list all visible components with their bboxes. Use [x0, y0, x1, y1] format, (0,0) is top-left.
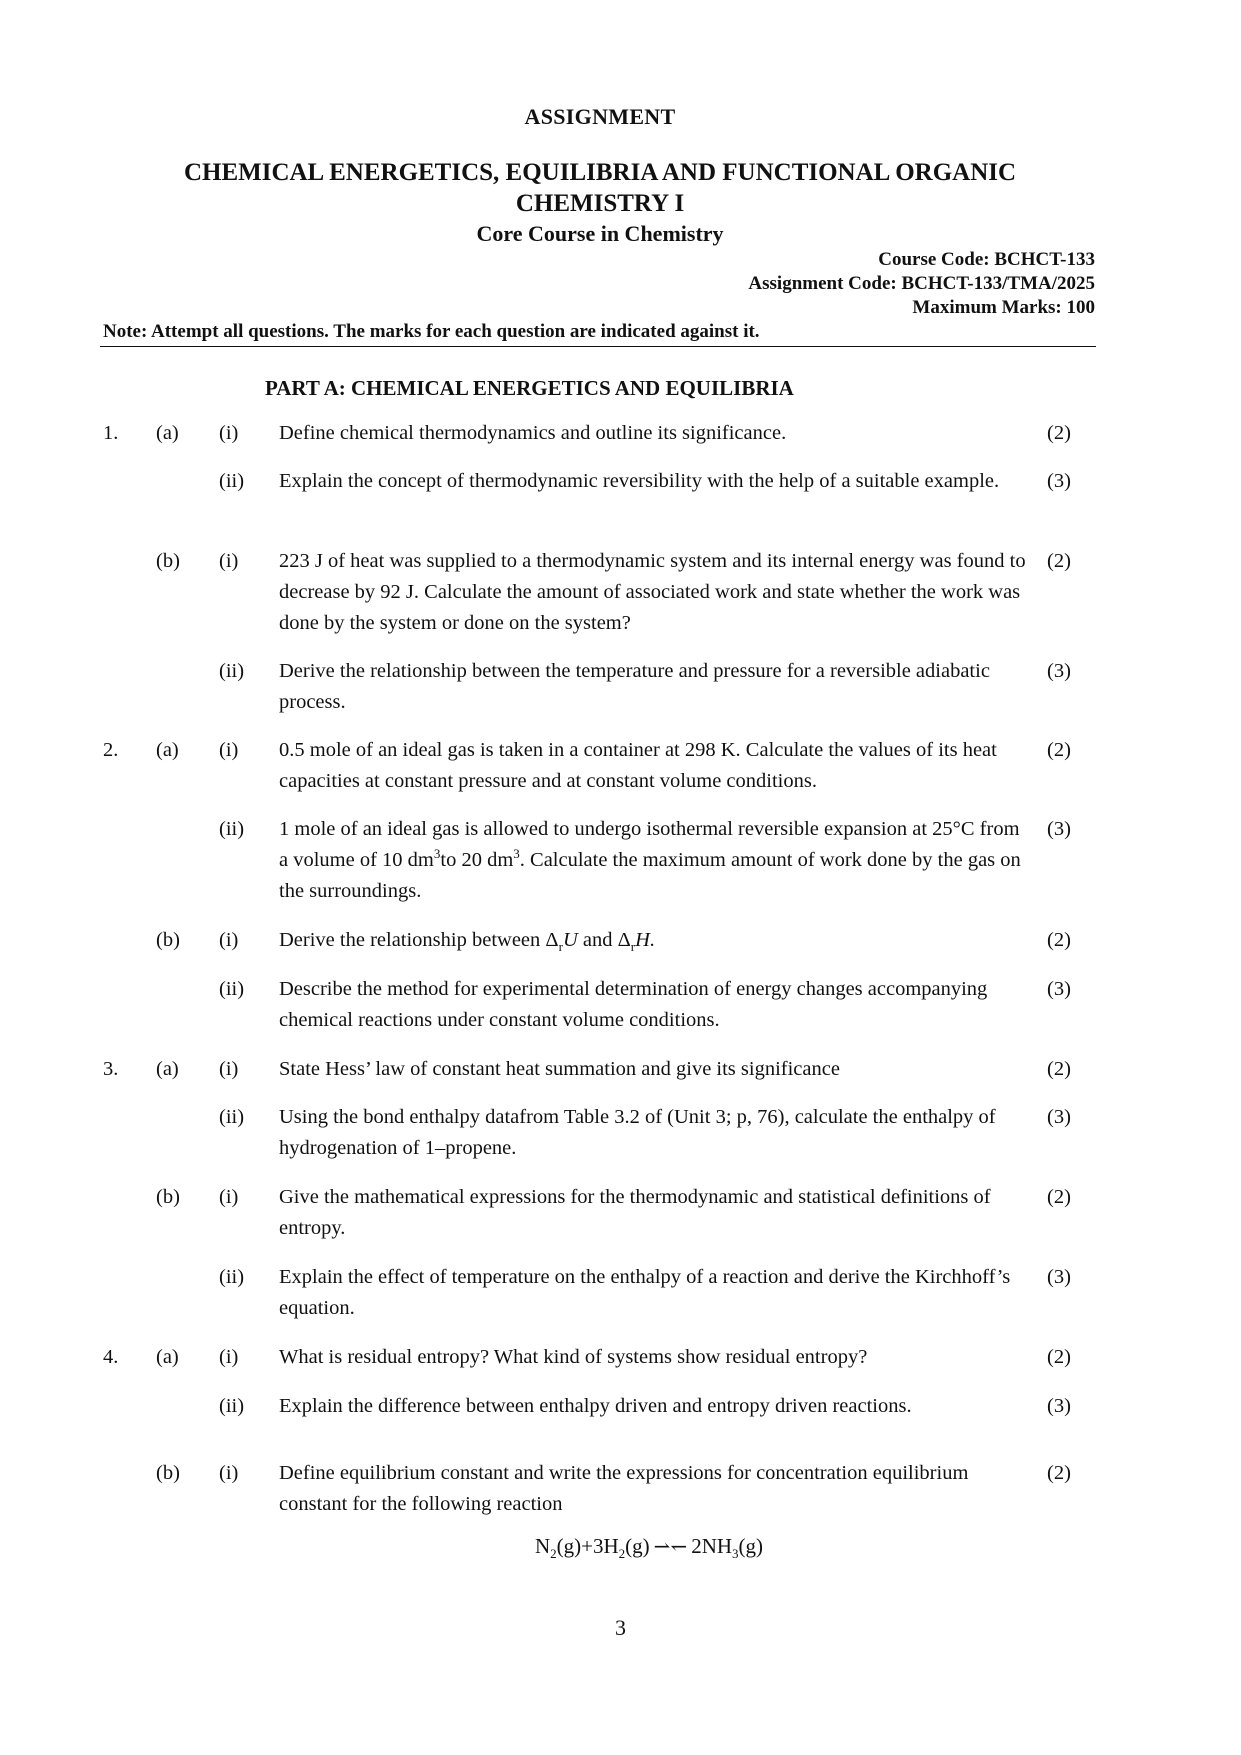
variable: U [562, 929, 578, 951]
maximum-marks: Maximum Marks: 100 [912, 297, 1095, 318]
superscript: 3 [433, 846, 441, 862]
subpart-label: (i) [219, 1058, 239, 1080]
question-text: State Hess’ law of constant heat summation and give its significance [279, 1058, 840, 1080]
part-a-heading: PART A: CHEMICAL ENERGETICS AND EQUILIBRIA [265, 376, 794, 400]
eq-nh3: 2NH [691, 1534, 733, 1558]
question-marks: (3) [1047, 470, 1071, 492]
text-segment: 1 mole of an ideal gas is allowed to undergo isothermal reversible expansion at 25°C from a volume of 10 dm [279, 818, 1020, 871]
question-text: Explain the concept of thermodynamic reversibility with the help of a suitable example. [279, 470, 1000, 492]
subscript: 2 [618, 1546, 626, 1562]
question-marks: (2) [1047, 1058, 1071, 1080]
eq-segment: (g) [625, 1534, 650, 1558]
subpart-label: (i) [219, 1462, 239, 1484]
subscript: r [630, 939, 636, 955]
question-number: 3. [103, 1058, 119, 1080]
question-text: What is residual entropy? What kind of systems show residual entropy? [279, 1346, 868, 1368]
question-marks: (2) [1047, 422, 1071, 444]
subpart-label: (i) [219, 1346, 239, 1368]
part-label: (a) [156, 739, 179, 761]
question-text: 0.5 mole of an ideal gas is taken in a container at 298 K. Calculate the values of its heat capacities at constant pressure and at constant volume conditions. [279, 739, 997, 792]
subpart-label: (i) [219, 929, 239, 951]
course-code: Course Code: BCHCT-133 [878, 249, 1095, 270]
course-title-line-1: CHEMICAL ENERGETICS, EQUILIBRIA AND FUNCTIONAL ORGANIC [183, 159, 1017, 186]
part-label: (a) [156, 422, 179, 444]
course-title [100, 157, 1100, 219]
assignment-heading: ASSIGNMENT [524, 104, 676, 129]
question-text: Explain the effect of temperature on the enthalpy of a reaction and derive the Kirchhoff’s equation. [279, 1266, 1011, 1319]
question-marks: (2) [1047, 1346, 1071, 1368]
question-text [279, 925, 1029, 956]
question-marks: (2) [1047, 739, 1071, 761]
question-marks: (3) [1047, 1266, 1071, 1288]
part-label: (b) [156, 1186, 180, 1208]
reaction-equation [535, 1534, 764, 1562]
text-segment: to 20 dm [440, 849, 514, 871]
question-text [279, 814, 1029, 907]
subpart-label: (i) [219, 1186, 239, 1208]
question-text: Explain the difference between enthalpy driven and entropy driven reactions. [279, 1395, 912, 1417]
eq-segment: (g) [738, 1534, 764, 1558]
question-number: 2. [103, 739, 119, 761]
superscript: 3 [513, 846, 520, 862]
page-number: 3 [615, 1615, 626, 1640]
subpart-label: (i) [219, 739, 239, 761]
subpart-label: (ii) [219, 1266, 245, 1288]
question-marks: (3) [1047, 660, 1071, 682]
assignment-code: Assignment Code: BCHCT-133/TMA/2025 [748, 273, 1095, 294]
header-divider [100, 346, 1096, 347]
subpart-label: (ii) [219, 1395, 245, 1417]
part-label: (b) [156, 929, 180, 951]
part-label: (b) [156, 550, 180, 572]
subpart-label: (ii) [219, 660, 245, 682]
variable: H. [635, 929, 656, 951]
text-segment: Derive the relationship between Δ [279, 929, 559, 951]
part-label: (b) [156, 1462, 180, 1484]
question-number: 4. [103, 1346, 119, 1368]
instruction-note: Note: Attempt all questions. The marks for each question are indicated against it. [103, 321, 760, 342]
question-marks: (2) [1047, 550, 1071, 572]
question-marks: (2) [1047, 929, 1071, 951]
subpart-label: (i) [219, 550, 239, 572]
question-text: Define equilibrium constant and write the expressions for concentration equilibrium constant for the following reaction [279, 1462, 969, 1515]
eq-segment: (g)+3H [556, 1534, 619, 1558]
text-segment: and Δ [577, 929, 631, 951]
text-segment: . Calculate the maximum amount of work done by the gas on the surroundings. [279, 849, 1021, 902]
question-text: Using the bond enthalpy datafrom Table 3.2 of (Unit 3; p, 76), calculate the enthalpy of hydrogenation of 1–propene. [279, 1106, 996, 1159]
question-text: Derive the relationship between the temperature and pressure for a reversible adiabatic process. [279, 660, 990, 713]
question-text: Describe the method for experimental determination of energy changes accompanying chemical reactions under constant volume conditions. [279, 978, 988, 1031]
question-marks: (3) [1047, 1395, 1071, 1417]
question-marks: (3) [1047, 1106, 1071, 1128]
question-marks: (3) [1047, 978, 1071, 1000]
course-title-line-2: CHEMISTRY I [515, 190, 685, 217]
course-subtitle: Core Course in Chemistry [476, 221, 724, 246]
subpart-label: (ii) [219, 470, 245, 492]
subscript: 2 [550, 1546, 557, 1562]
question-text: Give the mathematical expressions for the thermodynamic and statistical definitions of entropy. [279, 1186, 991, 1239]
subpart-label: (ii) [219, 978, 245, 1000]
eq-n2: N [535, 1534, 551, 1558]
question-text: 223 J of heat was supplied to a thermodynamic system and its internal energy was found to decrease by 92 J. Calculate the amount of associated work and state whether the work was done by the system or done on the system? [279, 550, 1026, 634]
subscript: r [558, 939, 563, 955]
question-text: Define chemical thermodynamics and outline its significance. [279, 422, 787, 444]
subpart-label: (ii) [219, 818, 245, 840]
question-marks: (3) [1047, 818, 1071, 840]
part-label: (a) [156, 1346, 179, 1368]
question-marks: (2) [1047, 1462, 1071, 1484]
question-number: 1. [103, 422, 119, 444]
subpart-label: (i) [219, 422, 239, 444]
part-label: (a) [156, 1058, 179, 1080]
equilibrium-arrow-icon: ⇀↽ [653, 1536, 688, 1558]
subpart-label: (ii) [219, 1106, 245, 1128]
question-marks: (2) [1047, 1186, 1071, 1208]
subscript: 3 [732, 1546, 739, 1562]
